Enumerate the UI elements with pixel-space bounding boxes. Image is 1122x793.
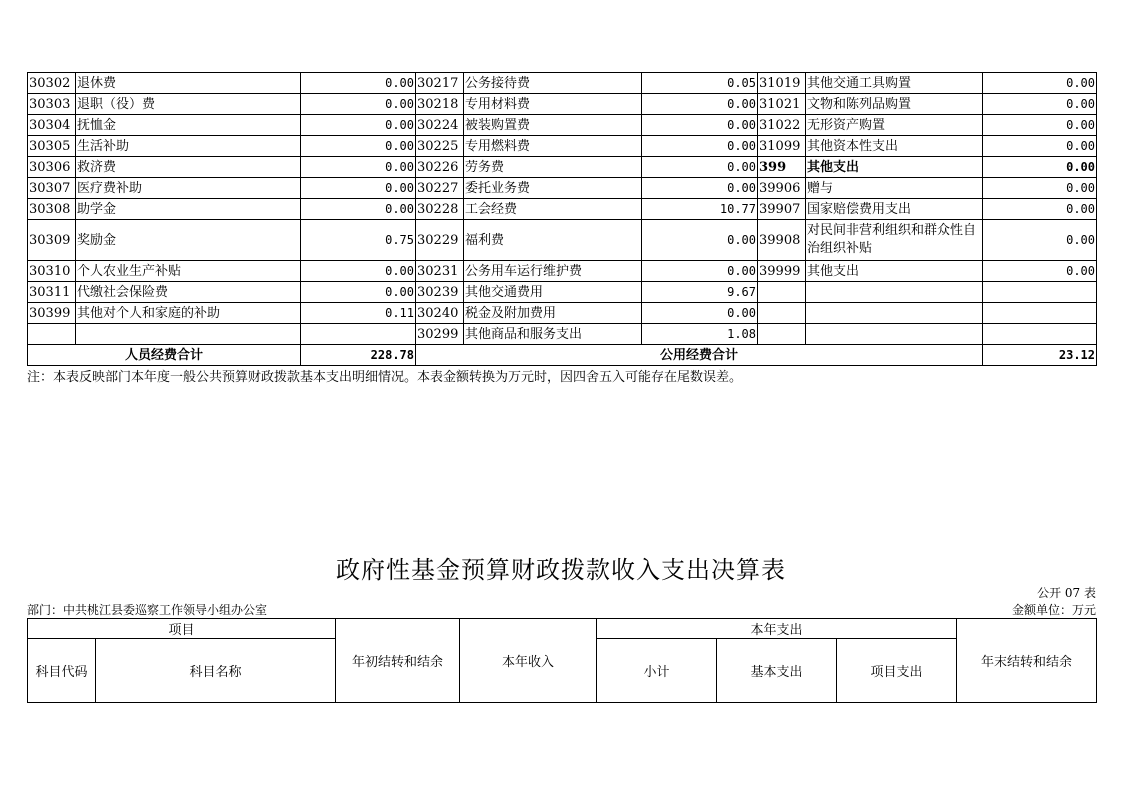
code-cell: 30302 [28, 73, 76, 94]
public-total-value: 23.12 [983, 345, 1097, 366]
amount-cell: 0.00 [983, 199, 1097, 220]
code-cell: 30310 [28, 261, 76, 282]
name-cell: 劳务费 [464, 157, 642, 178]
header-closing-balance: 年末结转和结余 [957, 619, 1097, 703]
header-subject-name: 科目名称 [96, 639, 336, 703]
code-cell: 30224 [416, 115, 464, 136]
amount-cell: 0.00 [301, 157, 416, 178]
totals-row [28, 345, 1097, 366]
amount-cell: 10.77 [642, 199, 758, 220]
name-cell: 文物和陈列品购置 [806, 94, 983, 115]
header-expenditure: 本年支出 [597, 619, 957, 639]
header-basic: 基本支出 [717, 639, 837, 703]
table-row [28, 73, 1097, 94]
name-cell: 其他交通工具购置 [806, 73, 983, 94]
amount-cell: 0.00 [301, 136, 416, 157]
amount-cell: 0.00 [642, 303, 758, 324]
code-cell: 30231 [416, 261, 464, 282]
name-cell: 工会经费 [464, 199, 642, 220]
amount-cell: 0.75 [301, 220, 416, 261]
amount-cell: 1.08 [642, 324, 758, 345]
name-cell [806, 303, 983, 324]
name-cell: 国家赔偿费用支出 [806, 199, 983, 220]
name-cell: 对民间非营利组织和群众性自治组织补贴 [806, 220, 983, 261]
amount-cell: 0.05 [642, 73, 758, 94]
amount-cell [983, 324, 1097, 345]
code-cell [758, 303, 806, 324]
name-cell: 生活补助 [76, 136, 301, 157]
code-cell: 30240 [416, 303, 464, 324]
code-cell: 30311 [28, 282, 76, 303]
name-cell: 其他商品和服务支出 [464, 324, 642, 345]
amount-cell [983, 303, 1097, 324]
name-cell: 个人农业生产补贴 [76, 261, 301, 282]
basic-expenditure-detail-table [27, 72, 1097, 366]
table-row [28, 199, 1097, 220]
header-subject-code: 科目代码 [28, 639, 96, 703]
name-cell: 其他交通费用 [464, 282, 642, 303]
header-income: 本年收入 [460, 619, 597, 703]
code-cell: 30304 [28, 115, 76, 136]
name-cell [76, 324, 301, 345]
fund-budget-table [27, 618, 1097, 703]
table-row [28, 303, 1097, 324]
amount-cell: 0.00 [983, 157, 1097, 178]
table-row [28, 220, 1097, 261]
amount-cell: 0.00 [642, 220, 758, 261]
amount-cell: 0.00 [301, 178, 416, 199]
name-cell: 退职（役）费 [76, 94, 301, 115]
name-cell: 其他支出 [806, 157, 983, 178]
code-cell: 30307 [28, 178, 76, 199]
code-cell: 39906 [758, 178, 806, 199]
amount-cell: 0.00 [642, 115, 758, 136]
table-row [28, 136, 1097, 157]
code-cell: 31022 [758, 115, 806, 136]
amount-cell [301, 324, 416, 345]
code-cell [758, 282, 806, 303]
code-cell: 30299 [416, 324, 464, 345]
name-cell: 医疗费补助 [76, 178, 301, 199]
name-cell: 无形资产购置 [806, 115, 983, 136]
table-note: 注：本表反映部门本年度一般公共预算财政拨款基本支出明细情况。本表金额转换为万元时，因四舍五入可能存在尾数误差。 [27, 370, 743, 385]
code-cell: 39908 [758, 220, 806, 261]
code-cell: 31019 [758, 73, 806, 94]
table-row [28, 282, 1097, 303]
amount-cell: 0.00 [301, 261, 416, 282]
table-row [28, 261, 1097, 282]
code-cell: 30309 [28, 220, 76, 261]
code-cell: 30227 [416, 178, 464, 199]
code-cell: 39907 [758, 199, 806, 220]
name-cell: 公务接待费 [464, 73, 642, 94]
amount-cell: 0.00 [642, 94, 758, 115]
header-subtotal: 小计 [597, 639, 717, 703]
code-cell: 30239 [416, 282, 464, 303]
name-cell: 专用燃料费 [464, 136, 642, 157]
name-cell: 被装购置费 [464, 115, 642, 136]
amount-cell: 0.00 [301, 94, 416, 115]
code-cell: 30306 [28, 157, 76, 178]
amount-cell: 0.00 [983, 94, 1097, 115]
name-cell: 专用材料费 [464, 94, 642, 115]
amount-cell: 0.00 [301, 115, 416, 136]
name-cell: 税金及附加费用 [464, 303, 642, 324]
code-cell: 30228 [416, 199, 464, 220]
code-cell: 30225 [416, 136, 464, 157]
name-cell [806, 324, 983, 345]
amount-cell: 0.00 [983, 220, 1097, 261]
name-cell: 赠与 [806, 178, 983, 199]
code-cell [758, 324, 806, 345]
amount-cell: 0.00 [642, 178, 758, 199]
code-cell: 30218 [416, 94, 464, 115]
code-cell: 30217 [416, 73, 464, 94]
code-cell: 39999 [758, 261, 806, 282]
code-cell [28, 324, 76, 345]
unit-label: 金额单位：万元 [1011, 603, 1096, 617]
table-row [28, 324, 1097, 345]
table-row [28, 94, 1097, 115]
header-opening-balance: 年初结转和结余 [336, 619, 460, 703]
name-cell: 退休费 [76, 73, 301, 94]
amount-cell: 0.00 [983, 178, 1097, 199]
amount-cell: 0.00 [301, 199, 416, 220]
department-label: 部门：中共桃江县委巡察工作领导小组办公室 [27, 603, 268, 617]
name-cell: 福利费 [464, 220, 642, 261]
amount-cell: 0.00 [301, 282, 416, 303]
code-cell: 31099 [758, 136, 806, 157]
name-cell: 代缴社会保险费 [76, 282, 301, 303]
amount-cell: 0.00 [983, 115, 1097, 136]
amount-cell: 9.67 [642, 282, 758, 303]
table-row [28, 157, 1097, 178]
name-cell: 公务用车运行维护费 [464, 261, 642, 282]
amount-cell: 0.11 [301, 303, 416, 324]
table-row [28, 178, 1097, 199]
name-cell: 其他支出 [806, 261, 983, 282]
name-cell: 奖励金 [76, 220, 301, 261]
name-cell [806, 282, 983, 303]
code-cell: 30229 [416, 220, 464, 261]
header-item: 项目 [28, 619, 336, 639]
amount-cell: 0.00 [642, 261, 758, 282]
amount-cell: 0.00 [983, 261, 1097, 282]
personnel-total-value: 228.78 [301, 345, 416, 366]
code-cell: 30308 [28, 199, 76, 220]
amount-cell [983, 282, 1097, 303]
name-cell: 其他对个人和家庭的补助 [76, 303, 301, 324]
name-cell: 抚恤金 [76, 115, 301, 136]
amount-cell: 0.00 [301, 73, 416, 94]
personnel-total-label: 人员经费合计 [28, 345, 301, 366]
code-cell: 30399 [28, 303, 76, 324]
code-cell: 30226 [416, 157, 464, 178]
table-code: 公开 07 表 [1037, 586, 1096, 600]
header-project: 项目支出 [837, 639, 957, 703]
amount-cell: 0.00 [983, 136, 1097, 157]
code-cell: 399 [758, 157, 806, 178]
code-cell: 30305 [28, 136, 76, 157]
name-cell: 助学金 [76, 199, 301, 220]
amount-cell: 0.00 [642, 157, 758, 178]
code-cell: 30303 [28, 94, 76, 115]
code-cell: 31021 [758, 94, 806, 115]
table-row [28, 115, 1097, 136]
page-title: 政府性基金预算财政拨款收入支出决算表 [336, 556, 786, 584]
name-cell: 其他资本性支出 [806, 136, 983, 157]
name-cell: 委托业务费 [464, 178, 642, 199]
amount-cell: 0.00 [983, 73, 1097, 94]
amount-cell: 0.00 [642, 136, 758, 157]
public-total-label: 公用经费合计 [416, 345, 983, 366]
name-cell: 救济费 [76, 157, 301, 178]
